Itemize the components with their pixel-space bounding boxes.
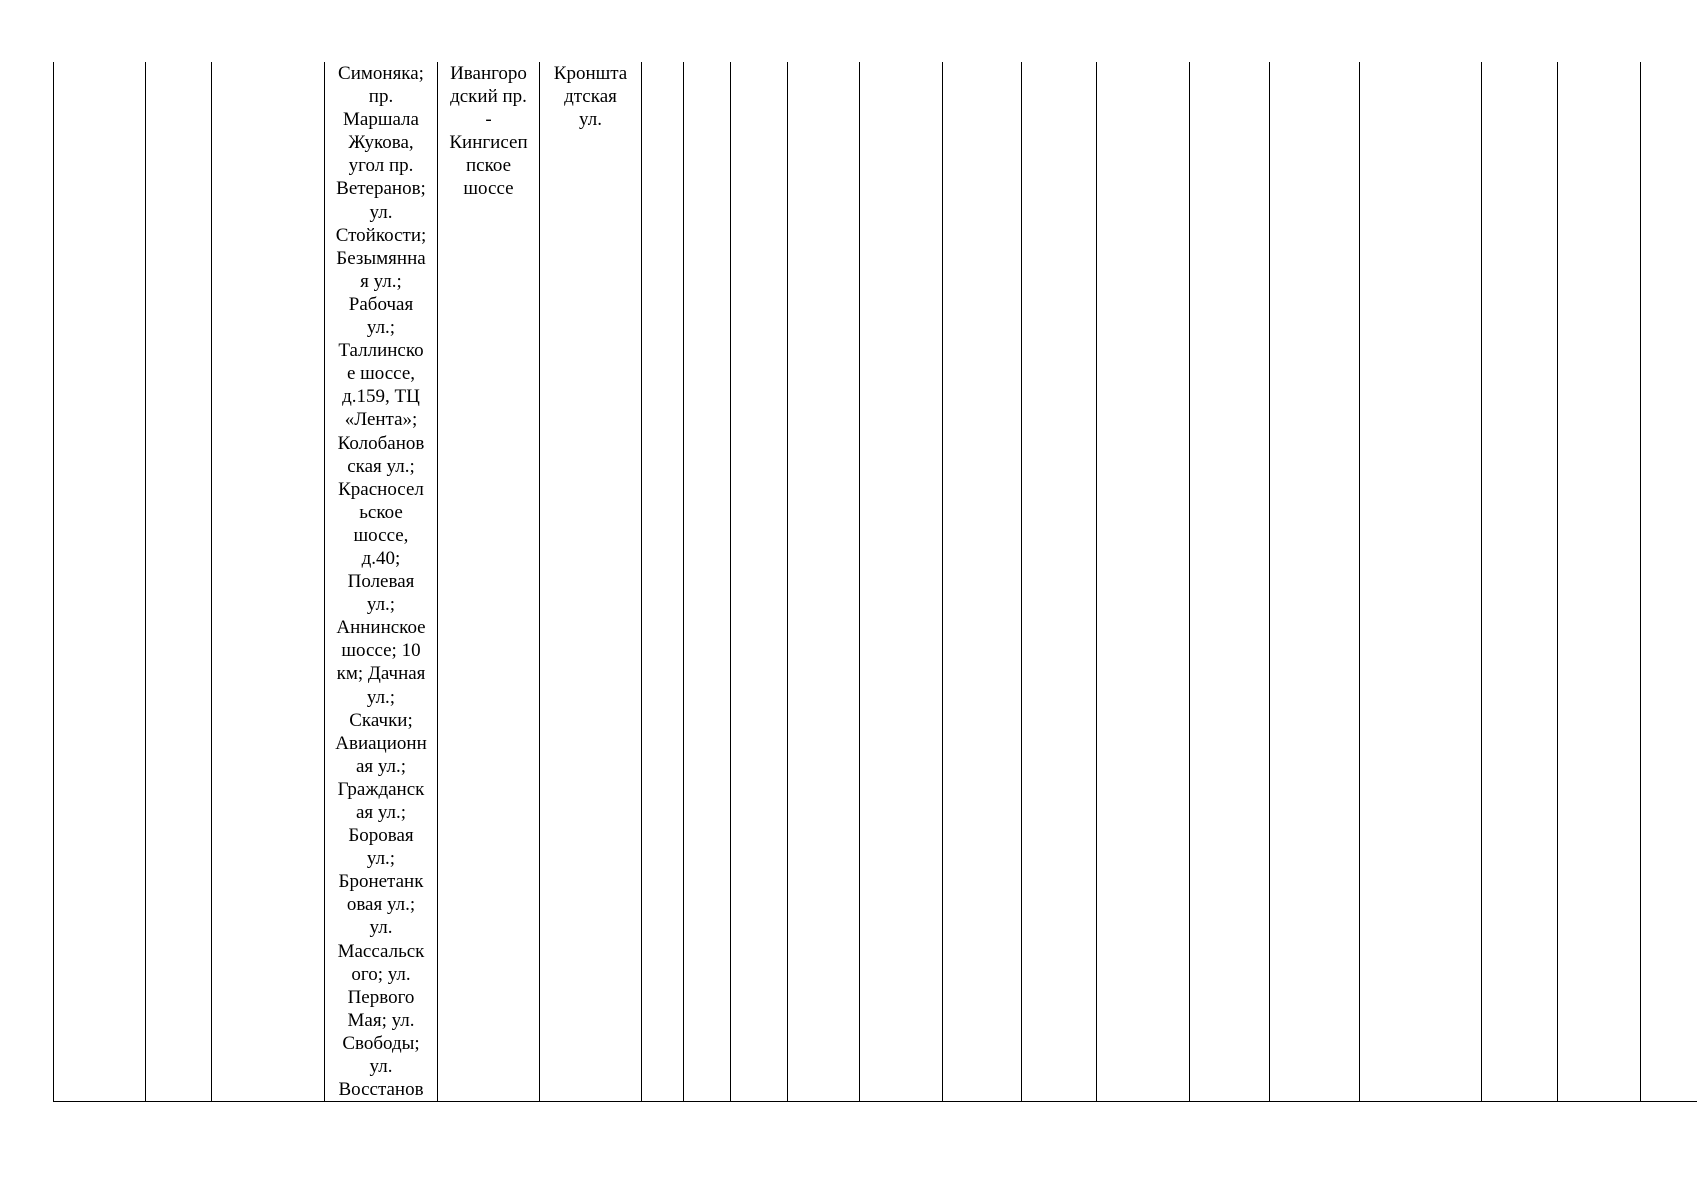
table-cell-route-start [438,62,540,1102]
cell-text-line: Полевая [347,571,415,593]
cell-text-line: Ветеранов; [336,178,426,200]
cell-text-line: ул.; [366,848,396,870]
route-streets-text [325,62,437,1101]
cell-text-line: дский пр. [450,86,527,108]
cell-text-line: шоссе, [353,524,409,546]
table-cell-12 [943,62,1022,1102]
cell-text-line: Бронетанк [338,871,424,893]
cell-text-line: Стойкости; [335,224,427,246]
table-cell-9 [731,62,788,1102]
table-cell-11 [860,62,943,1102]
cell-text-line: д.40; [361,547,401,569]
cell-text-line: ая ул.; [355,755,407,777]
table-cell-7 [642,62,684,1102]
document-table [53,62,1697,1102]
table-cell-3 [212,62,325,1102]
cell-text-line: Боровая [348,825,414,847]
cell-text-line: ул. [369,1056,393,1078]
table-cell-15 [1190,62,1270,1102]
cell-text-line: ул. [579,109,602,131]
cell-text-line: Мая; ул. [347,1009,415,1031]
cell-text-line: Аннинское [336,617,426,639]
cell-text-line: угол пр. [348,155,414,177]
cell-text-line: я ул.; [360,270,402,292]
cell-text-line: ьское [359,501,403,523]
cell-text-line: Восстанов [338,1079,424,1101]
cell-text-line: Рабочая [348,293,414,315]
cell-text-line: Симоняка; [338,63,424,84]
cell-text-line: Маршала [343,109,419,131]
table-cell-1 [54,62,146,1102]
cell-text-line: ого; ул. [351,963,411,985]
cell-text-line: овая ул.; [346,894,416,916]
cell-text-line: «Лента»; [344,409,418,431]
cell-text-line: - [485,109,492,131]
cell-text-line: Жукова, [348,132,414,154]
cell-text-line: Свободы; [342,1032,420,1054]
table-cell-2 [146,62,212,1102]
cell-text-line: Авиационн [335,732,427,754]
cell-text-line: Таллинско [338,340,424,362]
table-cell-17 [1360,62,1482,1102]
cell-text-line: шоссе; 10 [341,640,421,662]
table-row [54,62,1697,1102]
cell-text-line: ул. [369,201,393,223]
table-cell-13 [1022,62,1097,1102]
cell-text-line: Ивангоро [450,63,527,84]
cell-text-line: Кроншта [553,63,628,84]
cell-text-line: Кингисеп [449,132,528,154]
cell-text-line: Гражданск [337,778,425,800]
cell-text-line: ул. [369,917,393,939]
cell-text-line: км; Дачная [336,663,426,685]
cell-text-line: Скачки; [349,709,413,731]
cell-text-line: ул.; [366,317,396,339]
table-cell-19 [1558,62,1641,1102]
table-cell-10 [788,62,860,1102]
table-cell-14 [1097,62,1190,1102]
cell-text-line: шоссе [463,178,514,200]
cell-text-line: ул.; [366,686,396,708]
cell-text-line: пр. [368,86,394,108]
cell-text-line: е шоссе, [346,363,416,385]
table-cell-route-streets [325,62,438,1102]
table-cell-20 [1641,62,1697,1102]
cell-text-line: Первого [347,986,415,1008]
cell-text-line: ул.; [366,594,396,616]
cell-text-line: Колобанов [337,432,425,454]
cell-text-line: Красносел [338,478,424,500]
cell-text-line: д.159, ТЦ [342,386,420,408]
route-end-text [540,62,641,131]
table-cell-route-end [540,62,642,1102]
cell-text-line: ская ул.; [347,455,415,477]
cell-text-line: Массальск [337,940,425,962]
table-cell-16 [1270,62,1360,1102]
cell-text-line: дтская [564,86,617,108]
cell-text-line: ая ул.; [355,802,407,823]
cell-text-line: Безымянна [336,247,426,269]
table-cell-18 [1482,62,1558,1102]
route-start-text [438,62,539,201]
cell-text-line: пское [465,155,512,177]
table-cell-8 [684,62,731,1102]
